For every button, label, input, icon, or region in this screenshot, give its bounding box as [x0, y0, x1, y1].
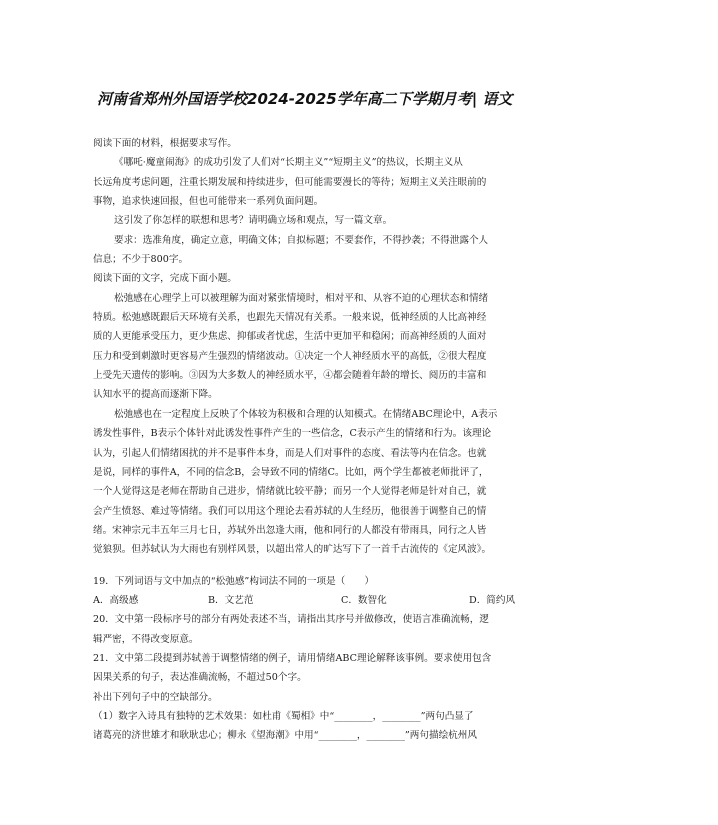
option-a: A．高级感 — [93, 594, 139, 606]
option-b: B．文艺范 — [208, 594, 254, 606]
fill-item-1: （1）数字入诗具有独特的艺术效果：如杜甫《蜀相》中“________，________”两句凸显了 — [93, 710, 474, 722]
passage-line: 松弛感在心理学上可以被理解为面对紧张情境时，相对平和、从容不迫的心理状态和情绪 — [114, 292, 489, 304]
section-gap — [93, 560, 623, 572]
option-d: D．简约风 — [469, 594, 516, 606]
writing-instruction: 阅读下面的材料，根据要求写作。 — [93, 138, 237, 149]
option-c: C．数智化 — [341, 594, 387, 606]
passage-line: 一个人觉得这是老师在帮助自己进步，情绪就比较平静；而另一个人觉得老师是针对自己，就 — [93, 486, 487, 498]
passage-line: 诱发性事件，B表示个体针对此诱发性事件产生的一些信念，C表示产生的情绪和行为。该理论 — [93, 428, 492, 440]
question-21-cont: 因果关系的句子，表达准确流畅，不超过50个字。 — [93, 672, 307, 684]
writing-requirement-line: 要求：选准角度，确定立意，明确文体；自拟标题；不要套作，不得抄袭；不得泄露个人 — [114, 234, 489, 246]
document-body — [93, 134, 623, 746]
passage-line: 认为，引起人们情绪困扰的并不是事件本身，而是人们对事件的态度、看法等内在信念。也就 — [93, 447, 487, 459]
passage-line: 松弛感也在一定程度上反映了个体较为积极和合理的认知模式。在情绪ABC理论中，A表示 — [114, 408, 498, 420]
question-21: 21．文中第二段提到苏轼善于调整情绪的例子，请用情绪ABC理论解释该事例。要求使用包含 — [93, 652, 492, 664]
writing-requirement-line: 信息；不少于800字。 — [93, 254, 189, 266]
passage-line: 上受先天遗传的影响。③因为大多数人的神经质水平，④都会随着年龄的增长、阅历的丰富和 — [93, 370, 487, 382]
passage-line: 会产生愤怒、难过等情绪。我们可以用这个理论去看苏轼的人生经历，他很善于调整自己的情 — [93, 505, 487, 517]
writing-material-line: 长远角度考虑问题，注重长期发展和持续进步，但可能需要漫长的等待；短期主义关注眼前的 — [93, 176, 487, 188]
question-20: 20．文中第一段标序号的部分有两处表述不当，请指出其序号并做修改，使语言准确流畅，逻 — [93, 614, 489, 626]
question-19: 19．下列词语与文中加点的“松弛感”构词法不同的一项是（ ） — [93, 575, 375, 587]
passage-line: 质的人更能承受压力，更少焦虑、抑郁或者忧虑，生活中更加平和稳闲；而高神经质的人面对 — [93, 331, 487, 343]
writing-material-line: 事物，追求快速回报，但也可能带来一系列负面问题。 — [93, 196, 324, 208]
passage-line: 压力和受到刺激时更容易产生强烈的情绪波动。①决定一个人神经质水平的高低，②很大程度 — [93, 350, 487, 362]
writing-prompt: 这引发了你怎样的联想和思考？请明确立场和观点，写一篇文章。 — [114, 215, 393, 227]
document-title: 河南省郑州外国语学校2024-2025学年高二下学期月考| 语文 — [97, 90, 513, 108]
question-20-cont: 辑严密，不得改变原意。 — [93, 633, 199, 645]
reading-instruction: 阅读下面的文字，完成下面小题。 — [93, 273, 237, 285]
passage-line: 绪。宋神宗元丰五年三月七日，苏轼外出忽逢大雨，他和同行的人都没有带雨具，同行之人皆 — [93, 524, 487, 536]
passage-line: 特质。松弛感既跟后天环境有关系，也跟先天情况有关系。一般来说，低神经质的人比高神经 — [93, 312, 487, 324]
passage-line: 觉狼狈。但苏轼认为大雨也有别样风景，以超出常人的旷达写下了一首千古流传的《定风波》。 — [93, 544, 492, 556]
writing-material-line: 《哪吒·魔童闹海》的成功引发了人们对“长期主义”“短期主义”的热议，长期主义从 — [114, 157, 463, 169]
fill-item-1-cont: 诸葛亮的济世雄才和耿耿忠心；柳永《望海潮》中用“________，________”两句描绘杭州风 — [93, 730, 477, 742]
passage-line: 是说，同样的事件A，不同的信念B，会导致不同的情绪C。比如，两个学生都被老师批评了， — [93, 466, 489, 478]
question-19-options — [93, 591, 623, 610]
passage-line: 认知水平的提高而逐渐下降。 — [93, 389, 218, 401]
fill-instruction: 补出下列句子中的空缺部分。 — [93, 691, 218, 703]
